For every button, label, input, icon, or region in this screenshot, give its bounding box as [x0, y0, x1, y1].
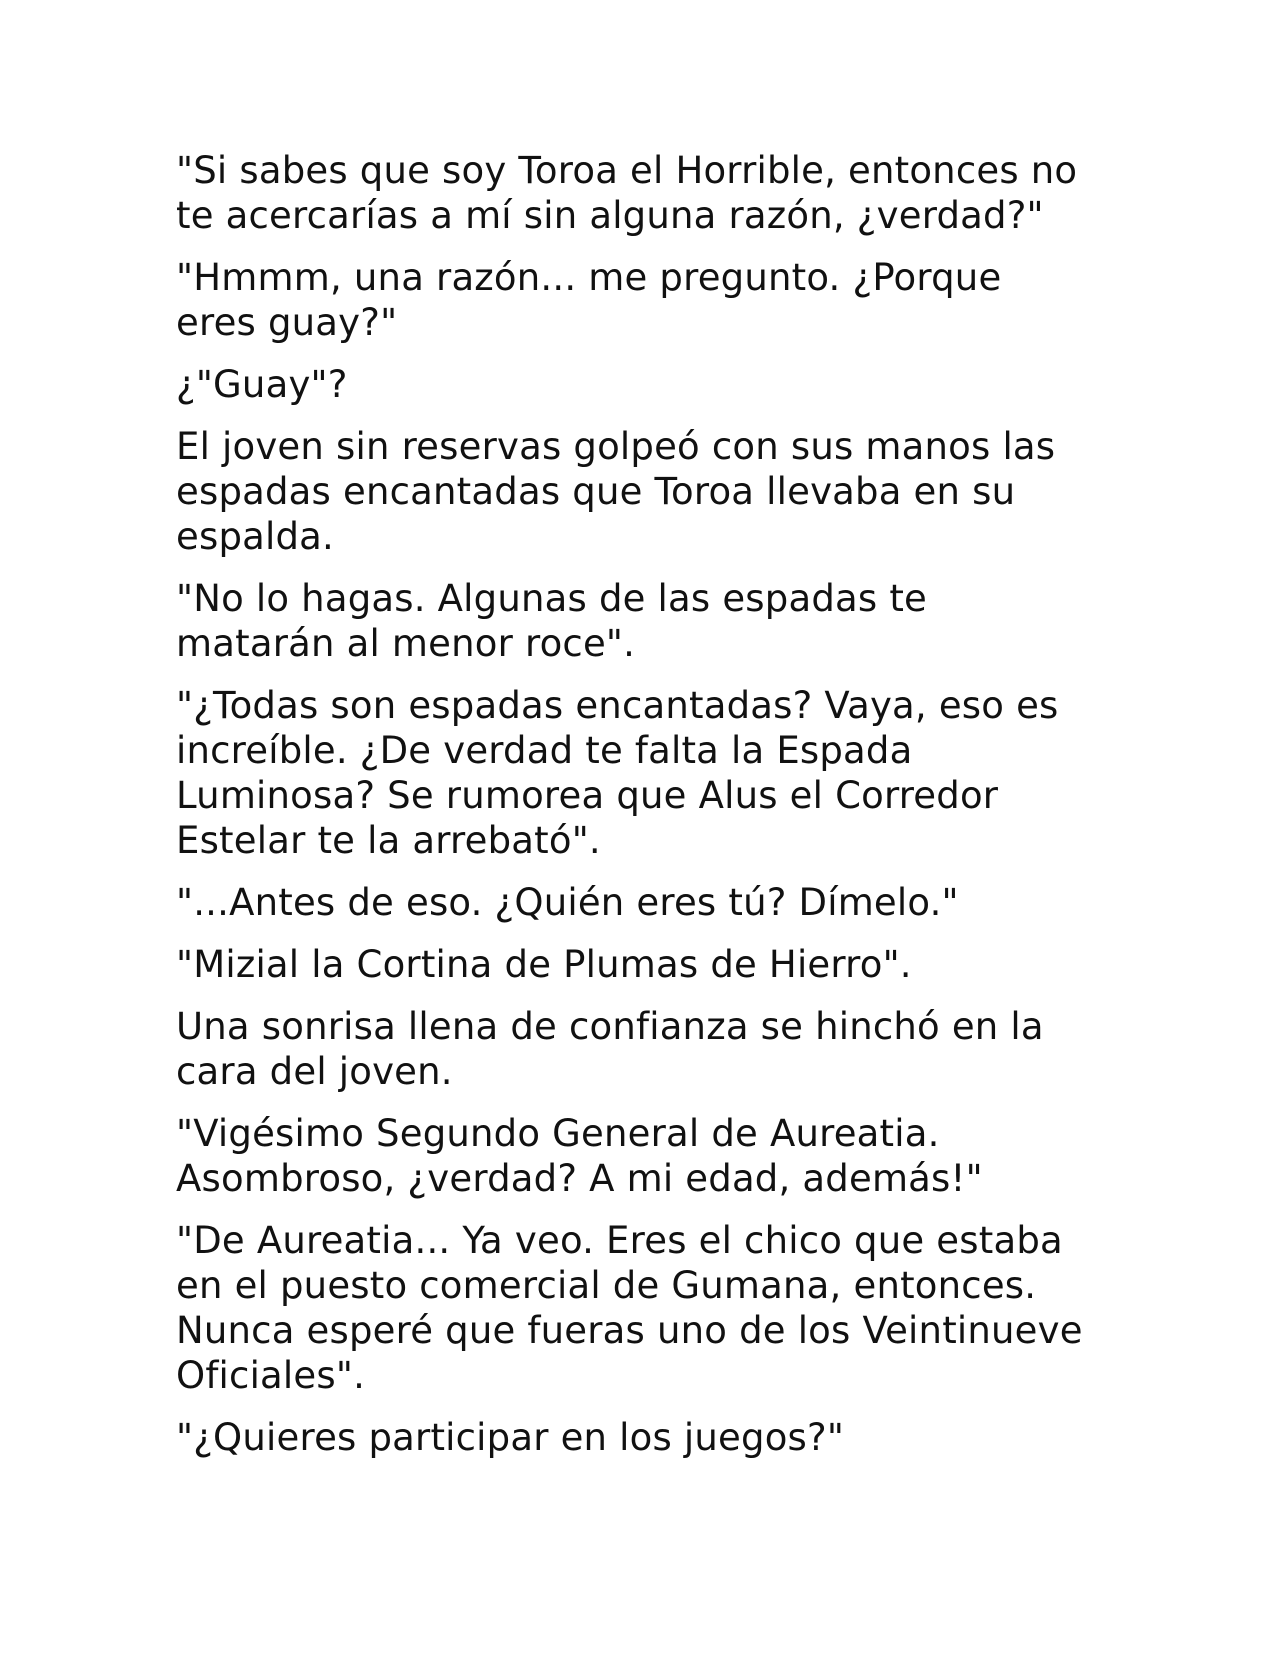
- text-line: "Vigésimo Segundo General de Aureatia.: [176, 1112, 940, 1155]
- text-line: "Hmmm, una razón... me pregunto. ¿Porque: [176, 256, 1002, 299]
- text-line: Oficiales".: [176, 1354, 366, 1397]
- text-line: cara del joven.: [176, 1050, 453, 1093]
- text-line: te acercarías a mí sin alguna razón, ¿verdad?": [176, 194, 1044, 237]
- text-line: matarán al menor roce".: [176, 622, 636, 665]
- paragraph: [176, 148, 1116, 238]
- paragraph: [176, 255, 1116, 345]
- paragraph: [176, 576, 1116, 666]
- text-line: Estelar te la arrebató".: [176, 819, 601, 862]
- text-line: increíble. ¿De verdad te falta la Espada: [176, 729, 913, 772]
- paragraph: [176, 1004, 1116, 1094]
- paragraph: [176, 683, 1116, 863]
- text-line: ¿"Guay"?: [176, 363, 348, 406]
- text-line: "No lo hagas. Algunas de las espadas te: [176, 577, 928, 620]
- text-line: "De Aureatia... Ya veo. Eres el chico que estaba: [176, 1219, 1063, 1262]
- text-line: espalda.: [176, 515, 335, 558]
- text-line: "...Antes de eso. ¿Quién eres tú? Dímelo.": [176, 881, 959, 924]
- text-line: "¿Todas son espadas encantadas? Vaya, eso es: [176, 684, 1059, 727]
- text-line: Asombroso, ¿verdad? A mi edad, además!": [176, 1157, 983, 1200]
- text-line: eres guay?": [176, 301, 398, 344]
- text-line: "Mizial la Cortina de Plumas de Hierro".: [176, 943, 912, 986]
- text-line: "Si sabes que soy Toroa el Horrible, entonces no: [176, 149, 1078, 192]
- paragraph: [176, 942, 1116, 987]
- text-line: El joven sin reservas golpeó con sus manos las: [176, 425, 1056, 468]
- paragraph: [176, 880, 1116, 925]
- paragraph: [176, 362, 1116, 407]
- text-line: en el puesto comercial de Gumana, entonces.: [176, 1264, 1037, 1307]
- text-line: Luminosa? Se rumorea que Alus el Corredor: [176, 774, 999, 817]
- text-line: Una sonrisa llena de confianza se hinchó en la: [176, 1005, 1044, 1048]
- text-line: espadas encantadas que Toroa llevaba en su: [176, 470, 1016, 513]
- document-body: [176, 148, 1116, 1477]
- paragraph: [176, 1111, 1116, 1201]
- text-line: "¿Quieres participar en los juegos?": [176, 1416, 845, 1459]
- paragraph: [176, 1415, 1116, 1460]
- text-line: Nunca esperé que fueras uno de los Veintinueve: [176, 1309, 1083, 1352]
- paragraph: [176, 1218, 1116, 1398]
- paragraph: [176, 424, 1116, 559]
